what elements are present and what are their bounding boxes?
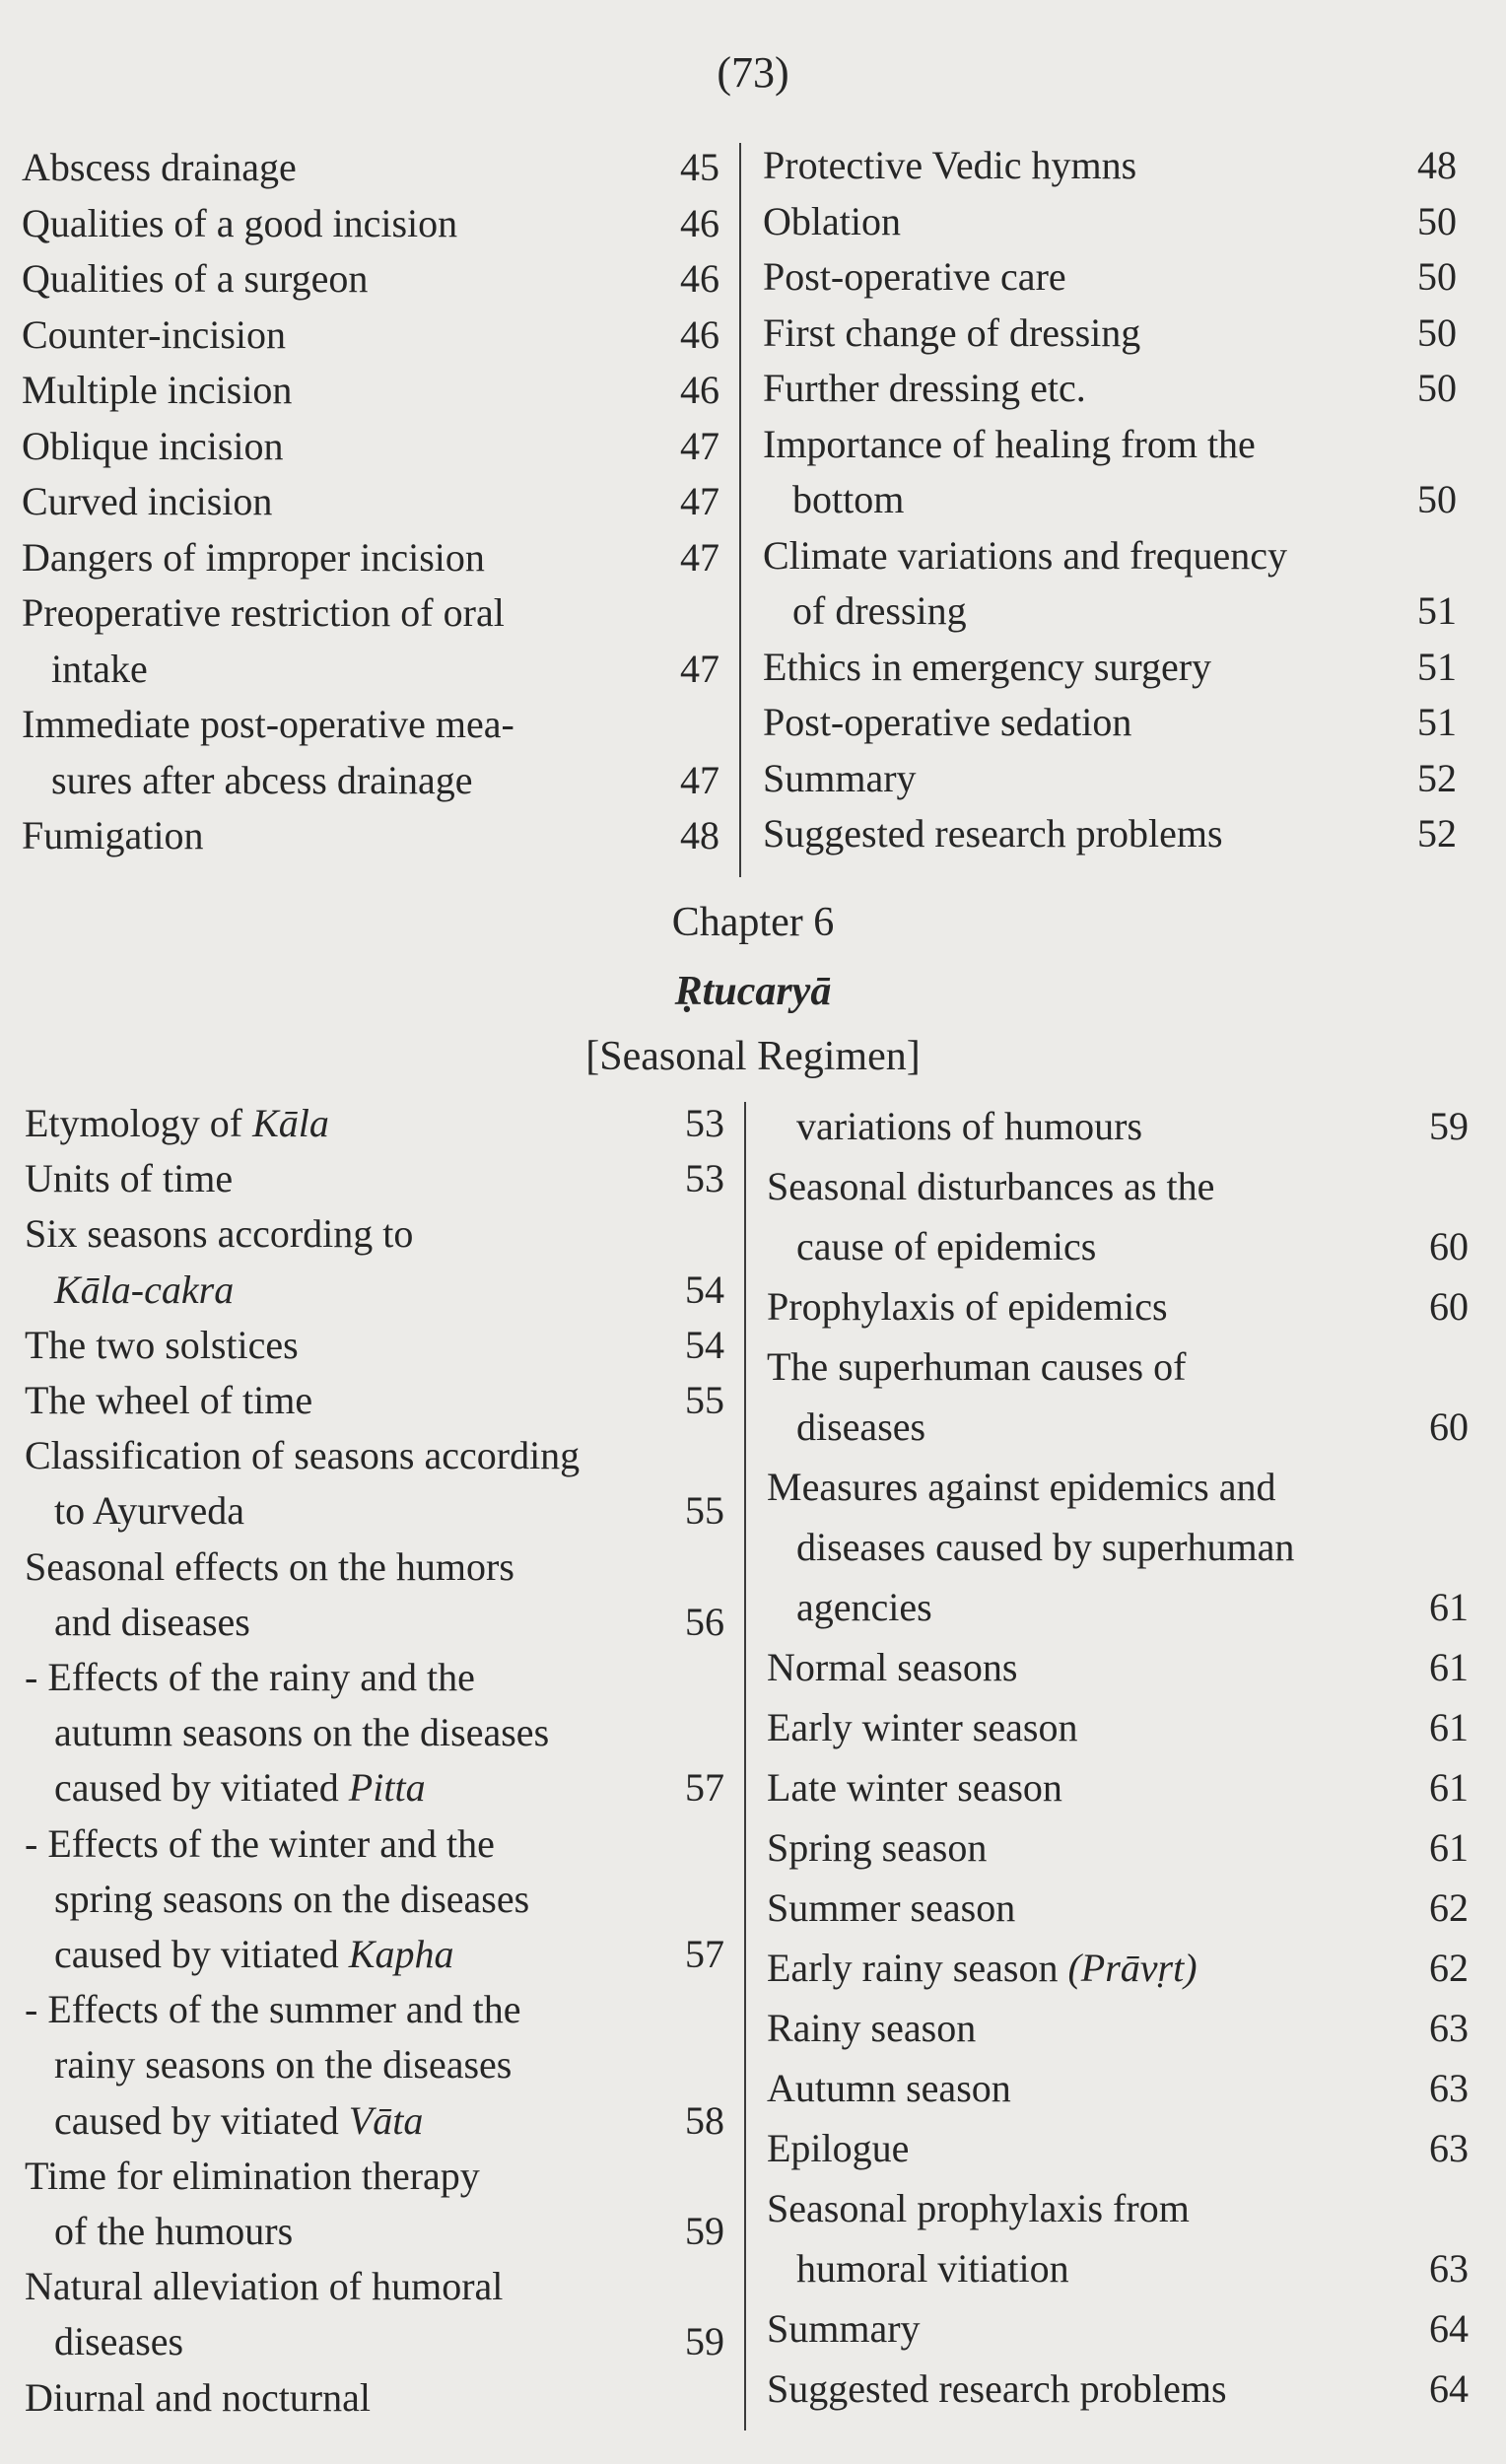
toc-entry-italic: Vāta [348,2097,424,2143]
chapter-title-text: Ṛtucaryā [674,969,832,1014]
toc-entry-text: Autumn season [767,2066,1011,2110]
toc-entry-text: Further dressing etc. [763,366,1086,410]
toc-page-number: 54 [685,1266,724,1312]
toc-entry-title [25,1151,665,1206]
toc-entry-title [767,1096,1409,1156]
toc-entry-title [767,1938,1409,1998]
toc-entry-title [767,2058,1409,2118]
toc-page-number: 46 [680,311,719,357]
toc-entry-continuation: spring seasons on the diseases [54,1876,530,1921]
toc-entry-text: Time for elimination therapy [25,2153,480,2198]
toc-entry-title [763,194,1398,250]
toc-entry [763,695,1457,751]
toc-page-number: 63 [1429,2126,1469,2170]
toc-entry-title [767,1457,1409,1517]
column-divider-bottom [744,1102,746,2430]
toc-entry-text: Late winter season [767,1765,1062,1810]
toc-page-number: 48 [1417,143,1457,187]
toc-entry-title [22,140,660,196]
toc-entry-title [22,419,660,475]
toc-entry-title [22,196,660,252]
toc-entry [25,1816,724,1983]
toc-entry [25,2370,724,2426]
toc-entry-text: Summary [763,755,917,800]
toc-page-number: 56 [685,1599,724,1644]
toc-entry-text: Diurnal and nocturnal [25,2374,371,2420]
toc-entry-title [25,1650,665,1705]
toc-entry-text: - Effects of the winter and the [25,1820,495,1866]
toc-entry-continuation: of the humours [54,2209,294,2254]
toc-entry-title [22,251,660,308]
toc-entry-continuation: bottom [792,477,905,521]
toc-page-number: 63 [1429,2246,1469,2291]
toc-page-number: 61 [1429,1765,1469,1810]
toc-entry-title [22,697,660,753]
toc-entry-text: Measures against epidemics and [767,1465,1276,1509]
toc-entry-text: The two solstices [25,1322,299,1367]
toc-entry [25,2149,724,2259]
toc-entry [767,1637,1469,1697]
toc-page-number: 59 [685,2319,724,2364]
toc-entry-text: Rainy season [767,2006,977,2050]
toc-entry-continuation [25,1927,665,1982]
toc-entry-text: Oblique incision [22,423,284,468]
toc-page-number: 57 [685,1765,724,1811]
toc-entry [22,585,719,697]
toc-entry-text: Immediate post-operative mea- [22,702,514,746]
toc-entry [25,1428,724,1539]
toc-entry-text: Units of time [25,1156,234,1201]
toc-entry-continuation: autumn seasons on the diseases [54,1710,550,1755]
toc-entry-italic: Kapha [348,1932,454,1977]
toc-entry-continuation [25,1760,665,1815]
toc-entry-text: Preoperative restriction of oral [22,590,505,635]
toc-entry-text: Summary [767,2306,921,2351]
toc-entry-continuation: humoral vitiation [796,2246,1069,2291]
toc-page-number: 53 [685,1156,724,1201]
toc-entry-title [763,640,1398,696]
toc-entry-title [22,585,660,642]
toc-entry [25,1540,724,1650]
toc-entry-continuation-text: caused by vitiated [54,1932,349,1977]
toc-page-number: 50 [1417,254,1457,299]
toc-page-number: 47 [680,479,719,523]
toc-entry [763,249,1457,306]
toc-entry-text: Seasonal disturbances as the [767,1164,1215,1208]
toc-page-number: 61 [1429,1825,1469,1870]
toc-page-number: 51 [1417,588,1457,633]
toc-column-top-right [763,138,1457,862]
toc-page-number: 46 [680,200,719,245]
toc-entry [763,528,1457,640]
toc-page-number: 63 [1429,2066,1469,2110]
toc-entry-continuation: cause of epidemics [796,1224,1097,1268]
toc-entry [25,2259,724,2369]
toc-entry [767,2058,1469,2118]
toc-page-number: 47 [680,423,719,468]
toc-entry-title [763,806,1398,862]
toc-page-number: 50 [1417,366,1457,410]
toc-entry-continuation [767,1577,1409,1637]
toc-entry-continuation: diseases [796,1404,926,1449]
toc-entry-text: Normal seasons [767,1645,1018,1689]
toc-page-number: 53 [685,1101,724,1145]
toc-entry [767,1817,1469,1878]
toc-entry-continuation [25,2093,665,2149]
toc-entry [763,417,1457,528]
toc-entry-text: - Effects of the summer and the [25,1987,521,2032]
toc-entry-title [767,1757,1409,1817]
toc-entry [22,140,719,196]
toc-entry-continuation: rainy seasons on the diseases [54,2042,513,2088]
toc-entry-continuation: sures after abcess drainage [51,757,473,802]
toc-entry-continuation: intake [51,646,148,691]
toc-entry [22,419,719,475]
toc-entry-title [25,1540,665,1595]
toc-entry-title [25,1982,665,2037]
toc-entry-title [22,808,660,864]
toc-entry-title [25,1096,665,1151]
toc-entry-text: First change of dressing [763,309,1141,355]
toc-entry [767,1276,1469,1336]
toc-entry-title [763,751,1398,807]
toc-entry-text: Summer season [767,1885,1016,1930]
toc-entry [767,1998,1469,2058]
toc-entry [22,196,719,252]
toc-entry [763,194,1457,250]
toc-entry-text: Dangers of improper incision [22,534,485,580]
toc-entry-text: Protective Vedic hymns [763,143,1137,187]
toc-entry [767,1878,1469,1938]
toc-entry-title [22,363,660,419]
toc-entry-text: The wheel of time [25,1378,313,1423]
toc-entry-text: Suggested research problems [767,2366,1227,2411]
toc-entry-text: Multiple incision [22,368,293,412]
toc-page-number: 47 [680,534,719,580]
toc-column-bottom-left [25,1096,724,2426]
toc-page-number: 62 [1429,1946,1469,1990]
toc-entry-italic: Kāla [252,1101,329,1145]
toc-page-number: 54 [685,1322,724,1367]
toc-entry [25,1650,724,1816]
toc-page-number: 57 [685,1932,724,1977]
toc-entry-title [22,308,660,364]
toc-page-number: 60 [1429,1404,1469,1449]
toc-entry-title [25,1206,665,1262]
toc-entry-continuation: diseases caused by superhuman [796,1525,1295,1569]
column-divider-top [739,143,741,877]
toc-page-number: 58 [685,2097,724,2143]
toc-page-number: 48 [680,813,719,857]
toc-entry-text: Etymology of [25,1101,253,1145]
toc-entry-title [767,2118,1409,2178]
toc-entry-title [767,1817,1409,1878]
toc-entry [767,2359,1469,2419]
toc-page-number: 51 [1417,644,1457,689]
toc-entry-title [25,1373,665,1428]
toc-entry-title [25,1816,665,1872]
toc-entry-continuation: and diseases [54,1599,250,1644]
toc-entry-continuation: of dressing [792,588,967,633]
toc-entry-continuation-text: caused by vitiated [54,2097,349,2143]
toc-entry-text: Climate variations and frequency [763,532,1288,578]
toc-entry-continuation: to Ayurveda [54,1488,244,1534]
toc-entry-title [767,1697,1409,1757]
toc-entry-title [763,361,1398,417]
toc-entry [22,308,719,364]
toc-page-number: 61 [1429,1705,1469,1749]
toc-entry [25,1151,724,1206]
toc-page-number: 62 [1429,1885,1469,1930]
toc-entry [763,361,1457,417]
toc-entry-text: Fumigation [22,813,204,857]
toc-entry-text: Importance of healing from the [763,421,1256,466]
toc-page-number: 63 [1429,2006,1469,2050]
toc-entry-title [767,1878,1409,1938]
toc-entry-italic: Kāla-cakra [54,1266,235,1312]
toc-entry-title [25,1318,665,1373]
toc-entry-text: - Effects of the rainy and the [25,1655,475,1700]
toc-entry-continuation-text: agencies [796,1585,932,1629]
toc-entry-title [763,417,1398,473]
toc-column-bottom-right [767,1096,1469,2419]
toc-page-number: 55 [685,1378,724,1423]
toc-page-number: 51 [1417,700,1457,744]
toc-page-number: 46 [680,368,719,412]
toc-entry [763,806,1457,862]
toc-entry-text: Epilogue [767,2126,910,2170]
toc-entry-text: Curved incision [22,479,273,523]
toc-entry-text: Seasonal effects on the humors [25,1543,514,1589]
toc-entry [767,2118,1469,2178]
toc-entry [767,2298,1469,2359]
toc-entry-title [767,2359,1409,2419]
toc-entry-text: variations of humours [796,1104,1143,1148]
chapter-number: Chapter 6 [671,900,835,945]
toc-entry-italic: Pitta [348,1765,426,1811]
toc-entry-text: Seasonal prophylaxis from [767,2186,1190,2230]
toc-entry [22,251,719,308]
toc-entry-text: Counter-incision [22,311,287,357]
toc-entry-text: Qualities of a surgeon [22,256,369,301]
toc-entry-italic: (Prāvṛt) [1067,1946,1198,1990]
toc-entry-text: Ethics in emergency surgery [763,644,1212,689]
toc-page-number: 50 [1417,198,1457,243]
toc-page-number: 52 [1417,811,1457,856]
toc-entry [25,1206,724,1317]
toc-entry [763,306,1457,362]
toc-entry-text: Prophylaxis of epidemics [767,1284,1168,1329]
toc-entry [25,1373,724,1428]
toc-page-number: 59 [1429,1104,1469,1148]
toc-column-top-left [22,140,719,864]
toc-entry-title [767,2178,1409,2238]
toc-entry-title [763,695,1398,751]
toc-page-number: 60 [1429,1224,1469,1268]
toc-page-number: 60 [1429,1284,1469,1329]
toc-entry [22,808,719,864]
toc-entry-title [22,530,660,586]
toc-entry [763,751,1457,807]
toc-entry-continuation: diseases [54,2319,184,2364]
toc-entry-title [763,138,1398,194]
toc-entry-text: The superhuman causes of [767,1344,1187,1389]
toc-entry-title [767,1156,1409,1216]
toc-page-number: 59 [685,2209,724,2254]
toc-entry [25,1982,724,2149]
toc-entry-text: Abscess drainage [22,145,297,189]
toc-entry [767,1457,1469,1637]
toc-entry [767,1697,1469,1757]
toc-page-number: 61 [1429,1585,1469,1629]
chapter-subtitle: [Seasonal Regimen] [585,1034,921,1079]
toc-entry-title [767,1637,1409,1697]
page-number: (73) [717,48,789,97]
toc-entry [22,697,719,808]
toc-page-number: 50 [1417,477,1457,521]
toc-entry-title [767,1276,1409,1336]
toc-entry-text: Spring season [767,1825,988,1870]
toc-entry-text: Post-operative sedation [763,700,1132,744]
toc-entry [767,2178,1469,2298]
toc-entry-title [25,2370,665,2426]
toc-entry-title [25,2259,665,2314]
toc-entry [25,1318,724,1373]
toc-entry-text: Post-operative care [763,254,1066,299]
toc-entry-title [763,306,1398,362]
chapter-title [0,968,1506,1015]
toc-entry-text: Qualities of a good incision [22,200,458,245]
toc-page-number: 46 [680,256,719,301]
toc-entry-text: Oblation [763,198,901,243]
toc-page-number: 45 [680,145,719,189]
toc-entry-text: Natural alleviation of humoral [25,2264,504,2309]
toc-entry-title [763,528,1398,584]
toc-entry-title [767,1998,1409,2058]
toc-page-number: 61 [1429,1645,1469,1689]
toc-page-number: 64 [1429,2366,1469,2411]
toc-entry-title [25,2149,665,2204]
toc-entry [767,1938,1469,1998]
toc-entry-text: Early winter season [767,1705,1078,1749]
toc-entry-continuation [25,1263,665,1318]
toc-page-number: 52 [1417,755,1457,800]
toc-page-number: 55 [685,1488,724,1534]
toc-entry [763,640,1457,696]
toc-entry-text: Early rainy season [767,1946,1068,1990]
toc-entry [22,474,719,530]
toc-entry-text: Six seasons according to [25,1211,414,1257]
toc-entry [767,1096,1469,1156]
toc-entry-title [763,249,1398,306]
toc-entry-title [25,1428,665,1483]
toc-entry-continuation-text: caused by vitiated [54,1765,349,1811]
toc-entry [767,1156,1469,1276]
toc-entry [767,1757,1469,1817]
toc-page-number: 47 [680,757,719,802]
toc-entry [767,1336,1469,1457]
toc-entry-title [767,1336,1409,1397]
toc-entry [763,138,1457,194]
toc-entry-title [22,474,660,530]
toc-page-number: 50 [1417,309,1457,355]
toc-page-number: 64 [1429,2306,1469,2351]
toc-entry-title [767,2298,1409,2359]
toc-entry-text: Suggested research problems [763,811,1223,856]
toc-entry [25,1096,724,1151]
toc-page-number: 47 [680,646,719,691]
toc-entry [22,530,719,586]
toc-entry-text: Classification of seasons according [25,1433,581,1478]
toc-entry [22,363,719,419]
